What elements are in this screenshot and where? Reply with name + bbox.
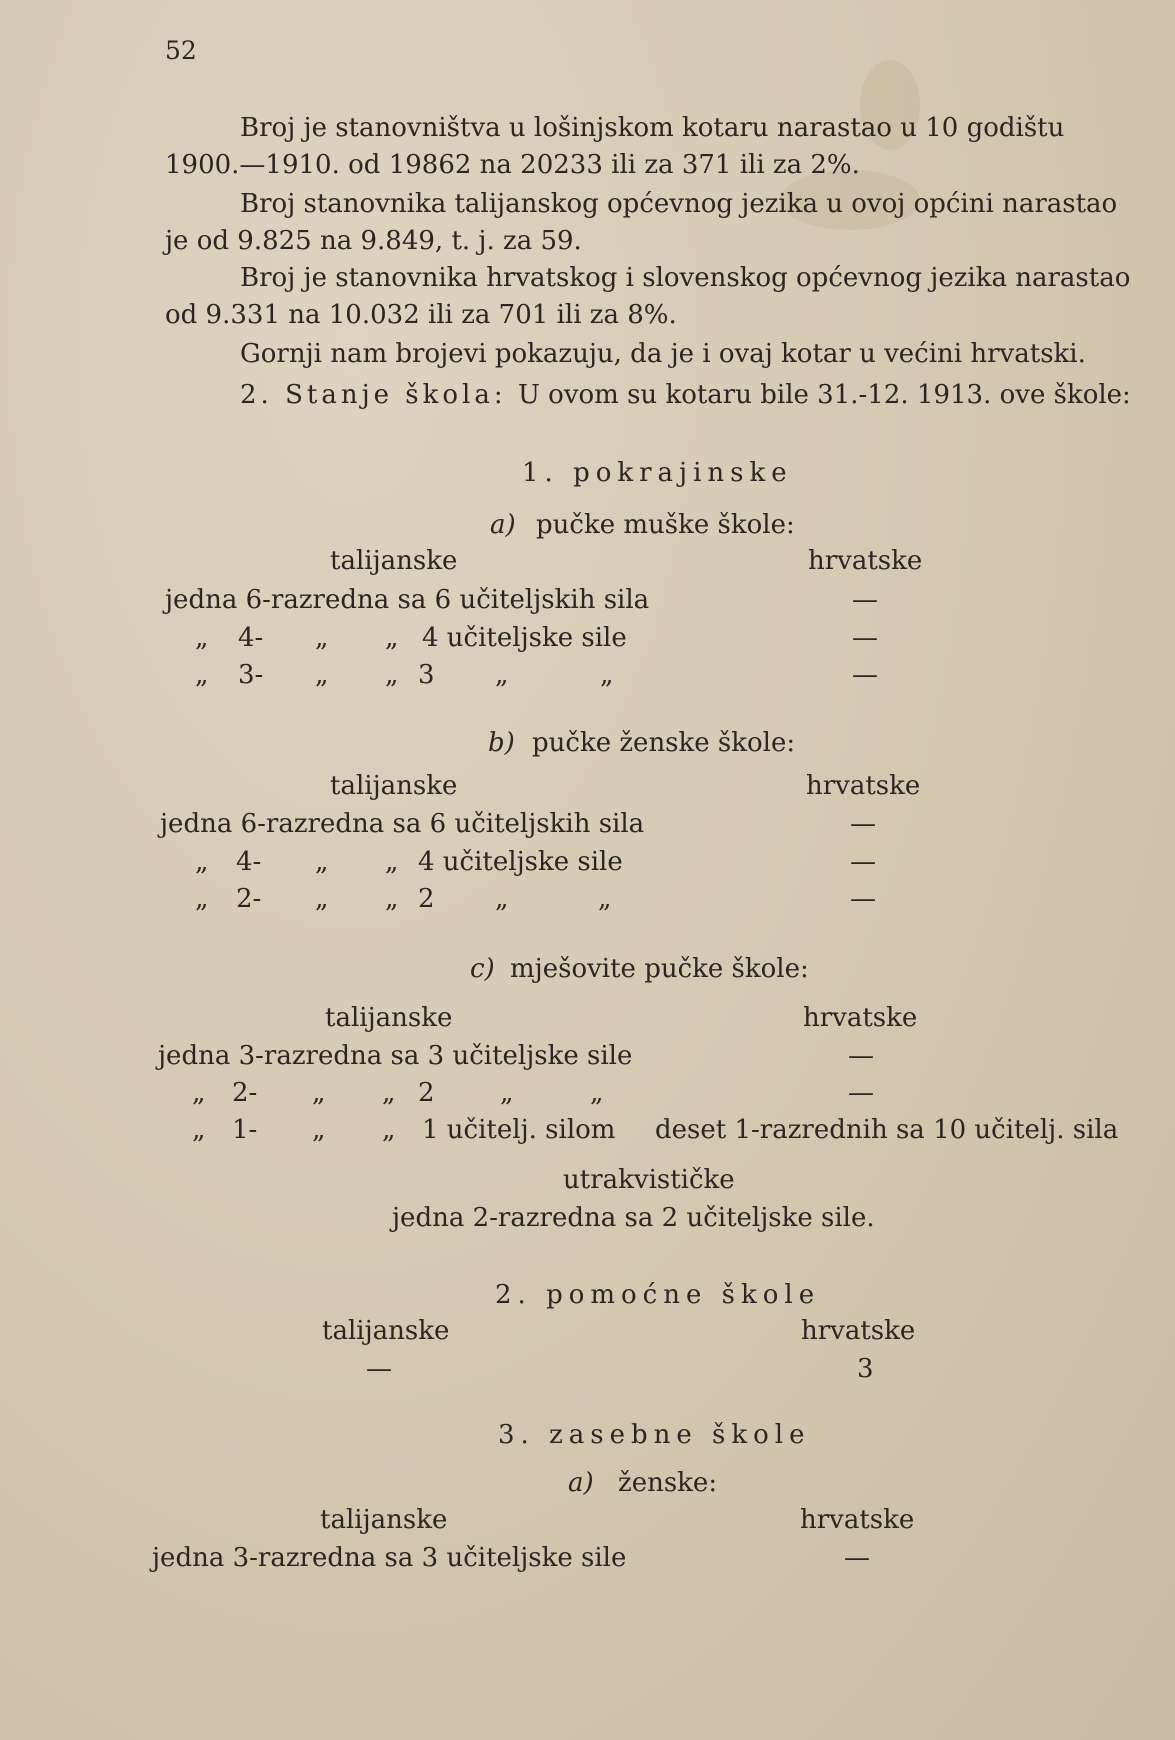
zenske-row-2-num: 4- [236, 847, 262, 877]
zenske-row-3-num: 2- [236, 884, 262, 914]
muske-row-3-hr: — [852, 660, 878, 690]
mjesovite-row-3-text: 1 učitelj. silom [422, 1115, 616, 1145]
heading-utrakvisticke: utrakvističke [563, 1165, 735, 1195]
heading-zasebne-zenske-letter: a) [568, 1468, 594, 1498]
ditto-mark: „ [192, 1115, 206, 1145]
heading-zenske-letter: b) [488, 728, 515, 758]
ditto-mark: „ [590, 1078, 604, 1108]
zenske-row-1-hr: — [850, 809, 876, 839]
ditto-mark: „ [385, 884, 399, 914]
muske-row-2-text: 4 učiteljske sile [422, 623, 627, 653]
ditto-mark: „ [195, 623, 209, 653]
muske-row-1-hr: — [852, 585, 878, 615]
stanje-label: 2. Stanje škola: [240, 380, 507, 410]
ditto-mark: „ [195, 884, 209, 914]
ditto-mark: „ [315, 623, 329, 653]
muske-row-3-text: 3 [418, 660, 435, 690]
zasebne-row-1-hr: — [844, 1543, 870, 1573]
ditto-mark: „ [500, 1078, 514, 1108]
paragraph-4-line-1: Gornji nam brojevi pokazuju, da je i ovaj kotar u većini hrvatski. [240, 339, 1086, 369]
col-header-talijanske: talijanske [330, 546, 458, 576]
ditto-mark: „ [315, 884, 329, 914]
ditto-mark: „ [195, 847, 209, 877]
ditto-mark: „ [385, 623, 399, 653]
heading-muske-letter: a) [490, 510, 516, 540]
zenske-row-2-hr: — [850, 847, 876, 877]
ditto-mark: „ [382, 1078, 396, 1108]
ditto-mark: „ [315, 847, 329, 877]
utrakvisticke-row: jedna 2-razredna sa 2 učiteljske sile. [392, 1203, 875, 1233]
ditto-mark: „ [382, 1115, 396, 1145]
ditto-mark: „ [385, 660, 399, 690]
mjesovite-row-3-num: 1- [232, 1115, 258, 1145]
col-header-hrvatske: hrvatske [801, 1316, 916, 1346]
zasebne-row-1: jedna 3-razredna sa 3 učiteljske sile [152, 1543, 627, 1573]
ditto-mark: „ [598, 884, 612, 914]
zenske-row-2-text: 4 učiteljske sile [418, 847, 623, 877]
heading-pomocne: 2. pomoćne škole [495, 1280, 821, 1310]
mjesovite-row-1-hr: — [848, 1041, 874, 1071]
mjesovite-row-1: jedna 3-razredna sa 3 učiteljske sile [158, 1041, 633, 1071]
zenske-row-3-text: 2 [418, 884, 435, 914]
col-header-hrvatske: hrvatske [808, 546, 923, 576]
zenske-row-1: jedna 6-razredna sa 6 učiteljskih sila [160, 809, 645, 839]
ditto-mark: „ [495, 884, 509, 914]
ditto-mark: „ [195, 660, 209, 690]
col-header-talijanske: talijanske [330, 771, 458, 801]
col-header-talijanske: talijanske [322, 1316, 450, 1346]
paragraph-3-line-2: od 9.331 na 10.032 ili za 701 ili za 8%. [165, 300, 677, 330]
ditto-mark: „ [192, 1078, 206, 1108]
paragraph-1-line-1: Broj je stanovništva u lošinjskom kotaru narastao u 10 godištu [240, 113, 1065, 143]
heading-mjesovite-letter: c) [470, 954, 495, 984]
paragraph-1-line-2: 1900.—1910. od 19862 na 20233 ili za 371 ili za 2%. [165, 150, 860, 180]
ditto-mark: „ [495, 660, 509, 690]
muske-row-2-num: 4- [238, 623, 264, 653]
col-header-hrvatske: hrvatske [803, 1003, 918, 1033]
mjesovite-row-3-hr: deset 1-razrednih sa 10 učitelj. sila [655, 1115, 1119, 1145]
ditto-mark: „ [312, 1115, 326, 1145]
heading-muske: pučke muške škole: [536, 510, 795, 540]
muske-row-3-num: 3- [238, 660, 264, 690]
mjesovite-row-2-hr: — [848, 1078, 874, 1108]
col-header-hrvatske: hrvatske [806, 771, 921, 801]
col-header-talijanske: talijanske [320, 1505, 448, 1535]
ditto-mark: „ [315, 660, 329, 690]
paragraph-2-line-1: Broj stanovnika talijanskog općevnog jezika u ovoj općini narastao [240, 189, 1118, 219]
muske-row-1: jedna 6-razredna sa 6 učiteljskih sila [165, 585, 650, 615]
col-header-talijanske: talijanske [325, 1003, 453, 1033]
paragraph-2-line-2: je od 9.825 na 9.849, t. j. za 59. [165, 226, 582, 256]
ditto-mark: „ [600, 660, 614, 690]
ditto-mark: „ [312, 1078, 326, 1108]
mjesovite-row-2-text: 2 [418, 1078, 435, 1108]
mjesovite-row-2-num: 2- [232, 1078, 258, 1108]
heading-pokrajinske: 1. pokrajinske [522, 458, 793, 488]
col-header-hrvatske: hrvatske [800, 1505, 915, 1535]
heading-zenske: pučke ženske škole: [532, 728, 796, 758]
heading-zasebne: 3. zasebne škole [498, 1420, 811, 1450]
stanje-text: U ovom su kotaru bile 31.-12. 1913. ove škole: [518, 380, 1131, 410]
heading-mjesovite: mješovite pučke škole: [510, 954, 809, 984]
pomocne-it-value: — [366, 1354, 392, 1384]
heading-zasebne-zenske: ženske: [618, 1468, 718, 1498]
pomocne-hr-value: 3 [857, 1354, 874, 1384]
paragraph-3-line-1: Broj je stanovnika hrvatskog i slovenskog općevnog jezika narastao [240, 263, 1131, 293]
page-number: 52 [165, 36, 197, 65]
muske-row-2-hr: — [852, 623, 878, 653]
ditto-mark: „ [385, 847, 399, 877]
zenske-row-3-hr: — [850, 884, 876, 914]
